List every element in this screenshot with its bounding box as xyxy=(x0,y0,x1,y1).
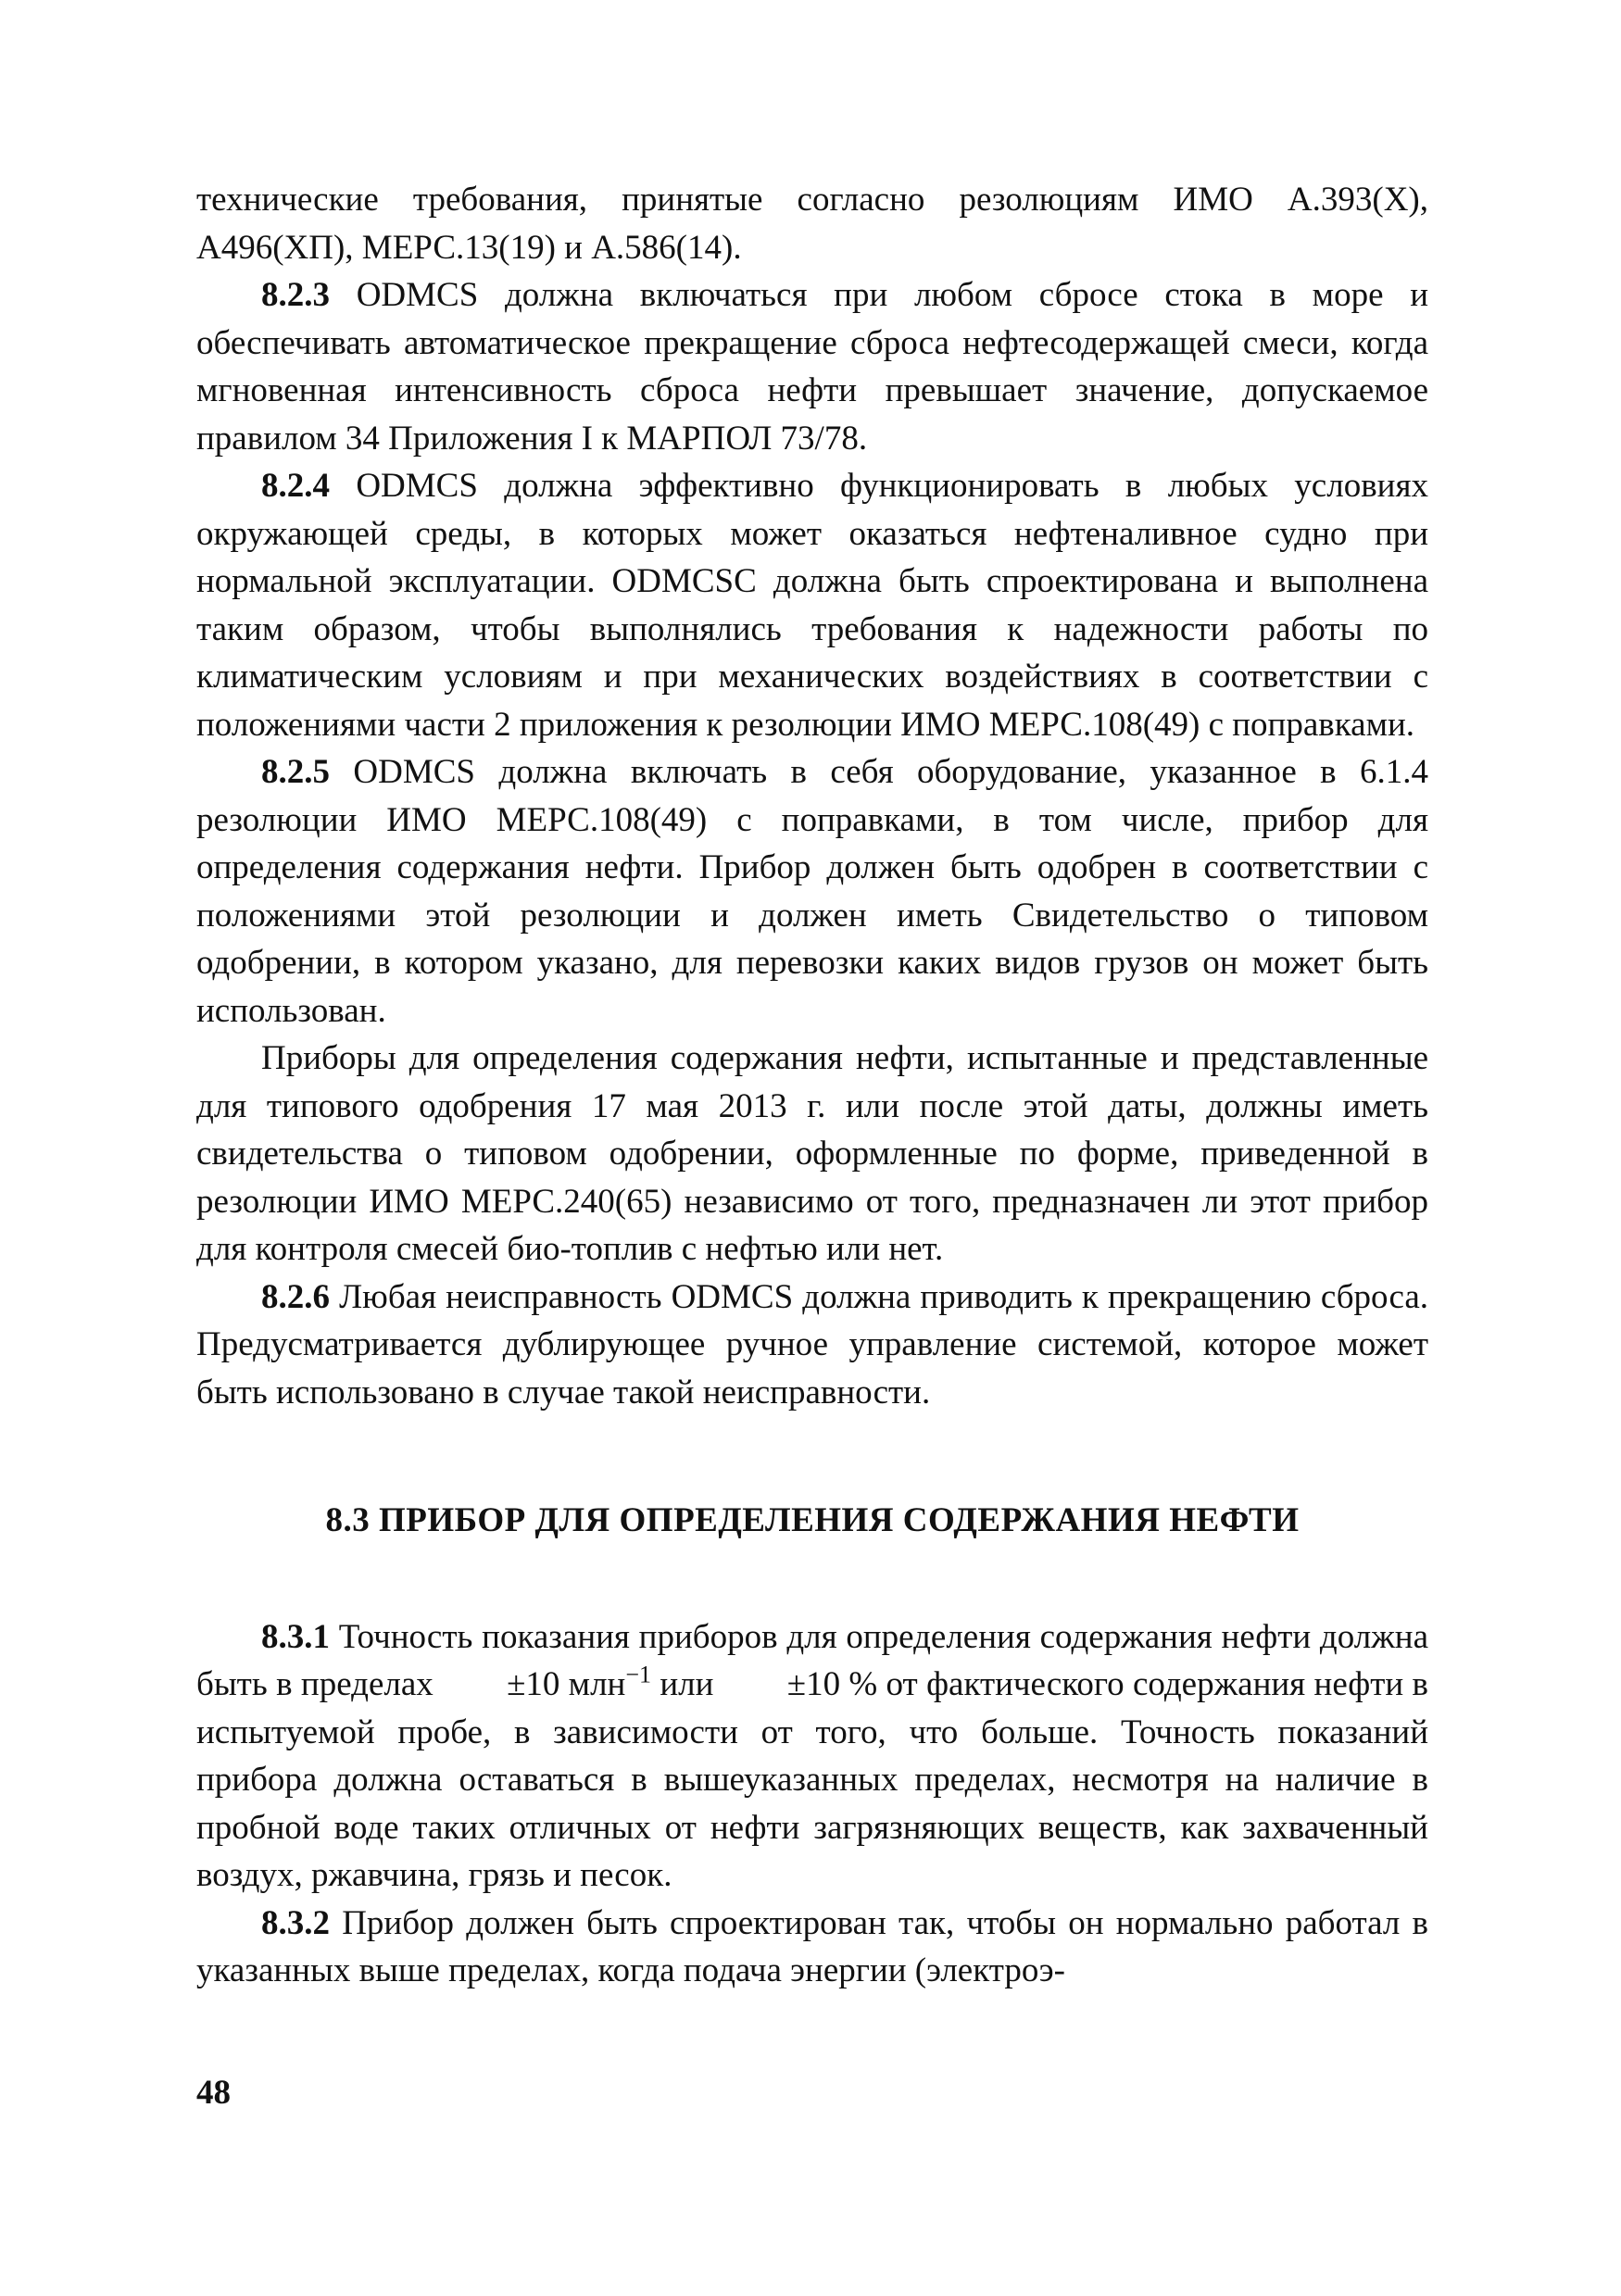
paragraph-text: Точность показания приборов для определения содержания нефти должна быть в пределах xyxy=(196,1617,1428,1703)
paragraph-8-2-3 xyxy=(196,271,1428,462)
paragraph-continuation xyxy=(196,176,1428,271)
paragraph-8-3-1 xyxy=(196,1613,1428,1900)
paragraph-text: ODMCS должна включаться при любом сбросе стока в море и обеспечивать автоматическое прекращение сброса нефтесодержащей смеси, когда мгновенная интенсивность сброса нефти превышает значение, допускаемое правилом 34 Приложения I к МАРПОЛ 73/78. xyxy=(196,276,1428,458)
section-heading: 8.3 ПРИБОР ДЛЯ ОПРЕДЕЛЕНИЯ СОДЕРЖАНИЯ НЕФТИ xyxy=(325,1501,1300,1539)
tolerance-text: ±10 млн xyxy=(507,1665,626,1703)
paragraph-text: Любая неисправность ODMCS должна приводить к прекращению сброса. Предусматривается дублирующее ручное управление системой, которое может быть использовано в случае такой неисправности. xyxy=(196,1277,1428,1411)
paragraph-8-2-5 xyxy=(196,748,1428,1035)
clause-number: 8.3.2 xyxy=(261,1903,330,1942)
paragraph-text: ODMCS должна включать в себя оборудование, указанное в 6.1.4 резолюции ИМО МЕРС.108(49) с поправками, в том числе, прибор для определения содержания нефти. Прибор должен быть одобрен в соответствии с положениями этой резолюции и должен иметь Свидетельство о типовом одобрении, в котором указано, для перевозки каких видов грузов он может быть использован. xyxy=(196,753,1428,1030)
document-page xyxy=(196,176,1428,1995)
clause-number: 8.2.4 xyxy=(261,467,330,505)
tolerance-percent: ±10 % xyxy=(786,1665,878,1703)
paragraph-8-2-4 xyxy=(196,462,1428,748)
paragraph-instruments xyxy=(196,1035,1428,1273)
unit-exponent: −1 xyxy=(625,1661,652,1688)
paragraph-text: Прибор должен быть спроектирован так, чтобы он нормально работал в указанных выше пределах, когда подача энергии (электроэ- xyxy=(196,1903,1428,1989)
paragraph-8-2-6 xyxy=(196,1273,1428,1417)
page-number: 48 xyxy=(196,2074,231,2112)
tolerance-value xyxy=(442,1661,651,1709)
paragraph-text: технические требования, принятые согласно резолюциям ИМО А.393(Х), А496(ХП), МЕРС.13(19) и А.586(14). xyxy=(196,181,1428,267)
paragraph-8-3-2 xyxy=(196,1900,1428,1995)
paragraph-text: от фактического содержания нефти в испытуемой пробе, в зависимости от того, что больше. Точность показаний прибора должна оставаться в вышеуказанных пределах, несмотря на наличие в пробной воде таких отличных от нефти загрязняющих веществ, как захваченный воздух, ржавчина, грязь и песок. xyxy=(196,1665,1428,1894)
paragraph-text: ODMCS должна эффективно функционировать в любых условиях окружающей среды, в которых может оказаться нефтеналивное судно при нормальной эксплуатации. ODMCSC должна быть спроектирована и выполнена таким образом, чтобы выполнялись требования к надежности работы по климатическим условиям и при механических воздействиях в соответствии с положениями части 2 приложения к резолюции ИМО МЕРС.108(49) с поправками. xyxy=(196,467,1428,744)
clause-number: 8.2.3 xyxy=(261,276,330,314)
paragraph-text: или xyxy=(651,1665,723,1703)
clause-number: 8.3.1 xyxy=(261,1617,330,1656)
paragraph-text: Приборы для определения содержания нефти, испытанные и представленные для типового одобрения 17 мая 2013 г. или после этой даты, должны иметь свидетельства о типовом одобрении, оформленные по форме, приведенной в резолюции ИМО МЕРС.240(65) независимо от того, предназначен ли этот прибор для контроля смесей био-топлив с нефтью или нет. xyxy=(196,1039,1428,1268)
clause-number: 8.2.5 xyxy=(261,753,330,791)
clause-number: 8.2.6 xyxy=(261,1277,330,1316)
